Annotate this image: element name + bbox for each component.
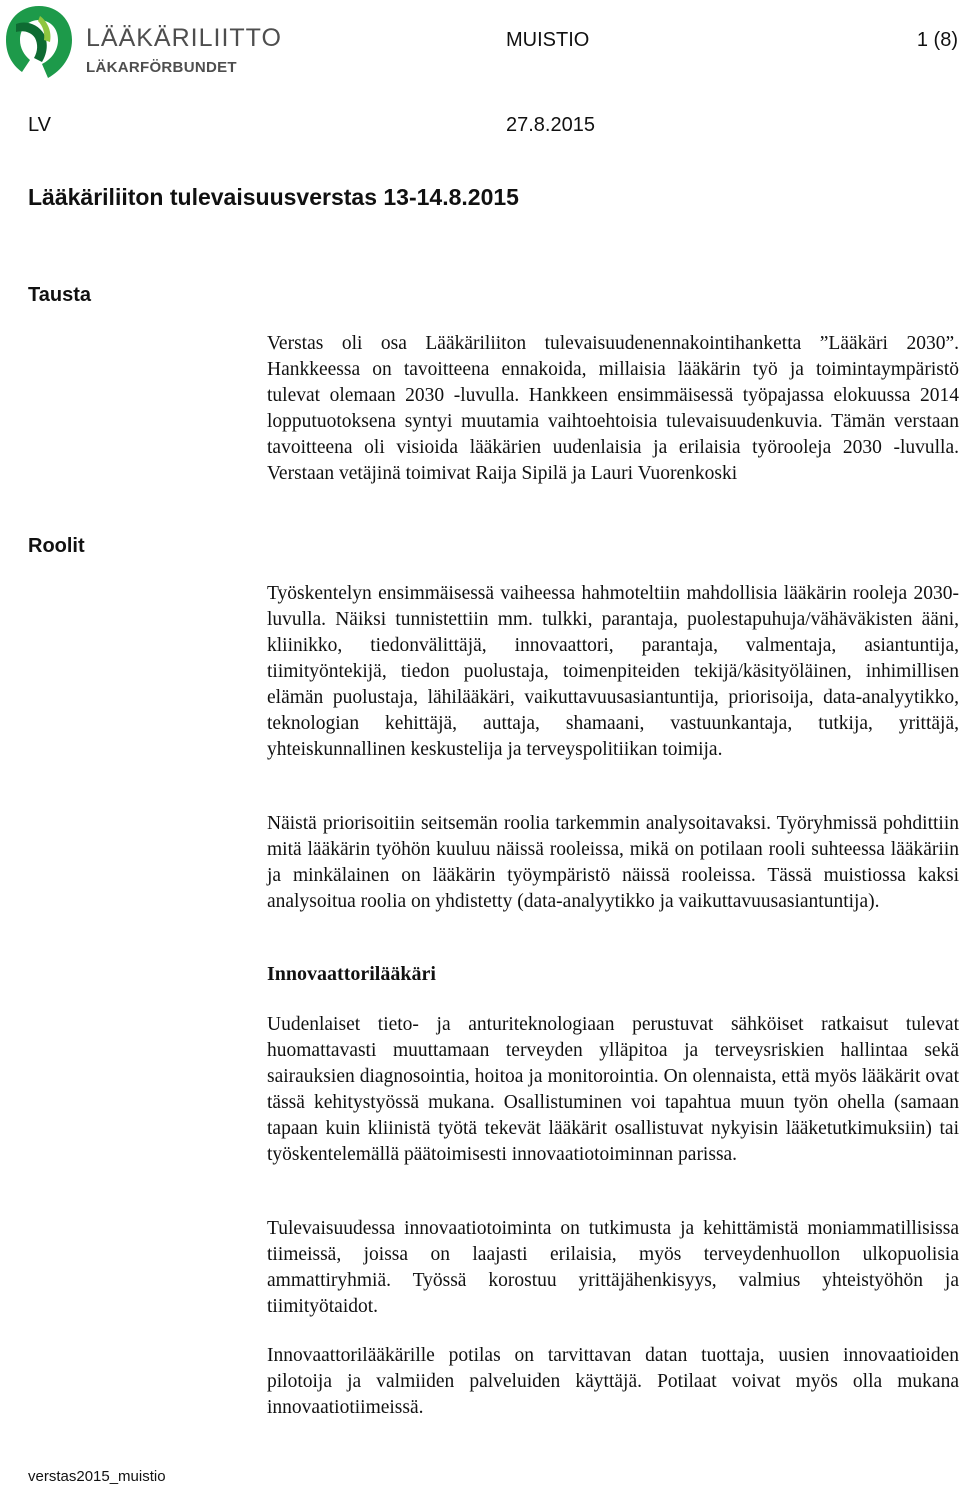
section-label-roolit: Roolit (28, 535, 85, 557)
paragraph-innovator-2: Tulevaisuudessa innovaatiotoiminta on tutkimusta ja kehittämistä moniammatillisissa tiimeissä, joissa on laajasti erilaisia, myös terveydenhuollon ulkopuolisia ammattiryhmiä. Työssä korostuu yrittäjähenkisyys, valmius yhteistyöhön ja tiimityötaidot. (267, 1218, 959, 1317)
paragraph-innovator-1: Uudenlaiset tieto- ja anturiteknologiaan perustuvat sähköiset ratkaisut tulevat huomattavasti muuttamaan terveyden ylläpitoa ja terveysriskien hallintaa sekä sairauksien diagnosointia, hoitoa ja monitorointia. On olennaista, että myös lääkärit ovat tässä kehitystyössä mukana. Osallistuminen voi tapahtua muun työn ohella (samaan tapaan kuin kliinistä työtä tekevät lääkärit osallistuvat nykyisin lääketutkimuksiin) tai työskentelemällä päätoimisesti innovaatiotoiminnan parissa. (267, 1014, 959, 1165)
document-type: MUISTIO (506, 29, 590, 51)
page-number: 1 (8) (916, 29, 958, 51)
lääkäriliitto-emblem-icon (2, 2, 76, 82)
subheading-innovator: Innovaattorilääkäri (267, 963, 436, 985)
paragraph-prioritization: Näistä priorisoitiin seitsemän roolia tarkemmin analysoitavaksi. Työryhmissä pohdittiin mitä lääkärin työhön kuuluu näissä rooleissa, mikä on potilaan rooli suhteessa lääkäriin ja minkälainen on lääkärin työympäristö näissä rooleissa. Tässä muistiossa kaksi analysoitua roolia on yhdistetty (data-analyytikko ja vaikuttavuusasiantuntija). (267, 813, 959, 912)
author-initials: LV (28, 114, 51, 136)
logo-name: LÄÄKÄRILIITTO (86, 24, 282, 52)
organization-logo (0, 0, 300, 90)
logo-subtitle: LÄKARFÖRBUNDET (86, 59, 237, 76)
document-title: Lääkäriliiton tulevaisuusverstas 13-14.8.2015 (28, 184, 519, 210)
section-label-tausta: Tausta (28, 284, 91, 306)
paragraph-background: Verstas oli osa Lääkäriliiton tulevaisuudenennakointihanketta ”Lääkäri 2030”. Hankkeessa on tavoitteena ennakoida, millaisia lääkärin työ ja toimintaympäristö tulevat olemaan 2030 -luvulla. Hankkeen ensimmäisessä työpajassa elokuussa 2014 lopputuotoksena syntyi muutamia vaihtoehtoisia tulevaisuudenkuvia. Tämän verstaan tavoitteena oli visioida lääkärien uudenlaisia ja erilaisia työrooleja 2030 -luvulla. Verstaan vetäjinä toimivat Raija Sipilä ja Lauri Vuorenkoski (267, 333, 959, 484)
footer-filename: verstas2015_muistio (28, 1468, 166, 1485)
paragraph-innovator-3: Innovaattorilääkärille potilas on tarvittavan datan tuottaja, uusien innovaatioiden pilotoija ja valmiiden palveluiden käyttäjä. Potilaat voivat myös olla mukana innovaatiotiimeissä. (267, 1345, 959, 1418)
document-date: 27.8.2015 (506, 114, 595, 136)
paragraph-roles-list: Työskentelyn ensimmäisessä vaiheessa hahmoteltiin mahdollisia lääkärin rooleja 2030-luvulla. Näiksi tunnistettiin mm. tulkki, parantaja, puolestapuhuja/vähäväkisten ääni, kliinikko, tiedonvälittäjä, innovaattori, parantaja, valmentaja, asiantuntija, tiimityöntekijä, tiedon puolustaja, toimenpiteiden tekijä/käsityöläinen, inhimillisen elämän puolustaja, lähilääkäri, vaikuttavuusasiantuntija, priorisoija, data-analyytikko, teknologian kehittäjä, auttaja, shamaani, vastuunkantaja, tutkija, yrittäjä, yhteiskunnallinen keskustelija ja terveyspolitiikan toimija. (267, 583, 959, 760)
